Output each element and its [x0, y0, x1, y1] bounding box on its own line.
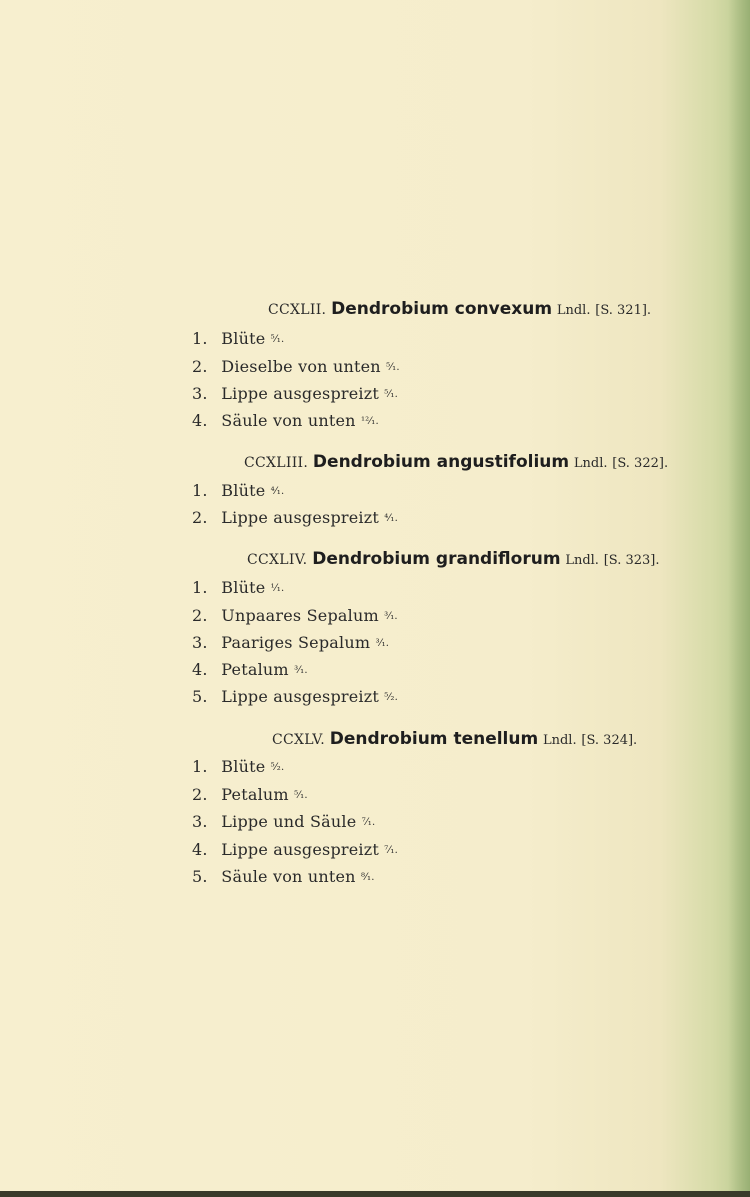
list-item: 1. Blüte ⁴⁄₁. [192, 481, 285, 500]
list-item: 2. Petalum ⁵⁄₁. [192, 785, 308, 804]
page-reference: [S. 321]. [595, 303, 652, 318]
plate-heading [244, 452, 668, 472]
page-reference: [S. 324]. [581, 733, 638, 748]
species-name: Dendrobium convexum [331, 299, 553, 319]
list-item: 2. Lippe ausgespreizt ⁴⁄₁. [192, 508, 398, 527]
page-bottom-edge [0, 1191, 750, 1197]
plate-heading [247, 549, 660, 569]
plate-heading [268, 299, 651, 319]
list-item: 4. Säule von unten ¹²⁄₁. [192, 411, 379, 430]
species-name: Dendrobium angustifolium [312, 452, 570, 472]
plate-number: CCXLV. [272, 732, 325, 748]
list-item: 3. Lippe ausgespreizt ⁵⁄₁. [192, 384, 398, 403]
list-item: 3. Lippe und Säule ⁷⁄₁. [192, 812, 376, 831]
author-abbrev: Lndl. [573, 456, 608, 471]
author-abbrev: Lndl. [542, 733, 577, 748]
list-item: 5. Säule von unten ⁸⁄₁. [192, 867, 375, 886]
list-item: 2. Dieselbe von unten ⁵⁄₁. [192, 357, 400, 376]
species-name: Dendrobium grandiflorum [312, 549, 561, 569]
plate-heading [272, 729, 637, 749]
author-abbrev: Lndl. [565, 553, 599, 568]
page-reference: [S. 322]. [612, 456, 669, 471]
page-edge-shadow [728, 0, 750, 1197]
list-item: 4. Lippe ausgespreizt ⁷⁄₁. [192, 840, 398, 859]
plate-number: CCXLII. [268, 302, 327, 318]
page-reference: [S. 323]. [603, 553, 660, 568]
species-name: Dendrobium tenellum [329, 729, 539, 749]
list-item: 4. Petalum ³⁄₁. [192, 660, 308, 679]
author-abbrev: Lndl. [556, 303, 591, 318]
list-item: 3. Paariges Sepalum ³⁄₁. [192, 633, 390, 652]
list-item: 1. Blüte ¹⁄₁. [192, 578, 285, 597]
plate-number: CCXLIV. [247, 552, 308, 568]
list-item: 1. Blüte ⁵⁄₂. [192, 757, 285, 776]
list-item: 5. Lippe ausgespreizt ⁵⁄₂. [192, 687, 398, 706]
plate-number: CCXLIII. [244, 455, 309, 471]
list-item: 2. Unpaares Sepalum ³⁄₁. [192, 606, 398, 625]
list-item: 1. Blüte ⁵⁄₁. [192, 329, 285, 348]
